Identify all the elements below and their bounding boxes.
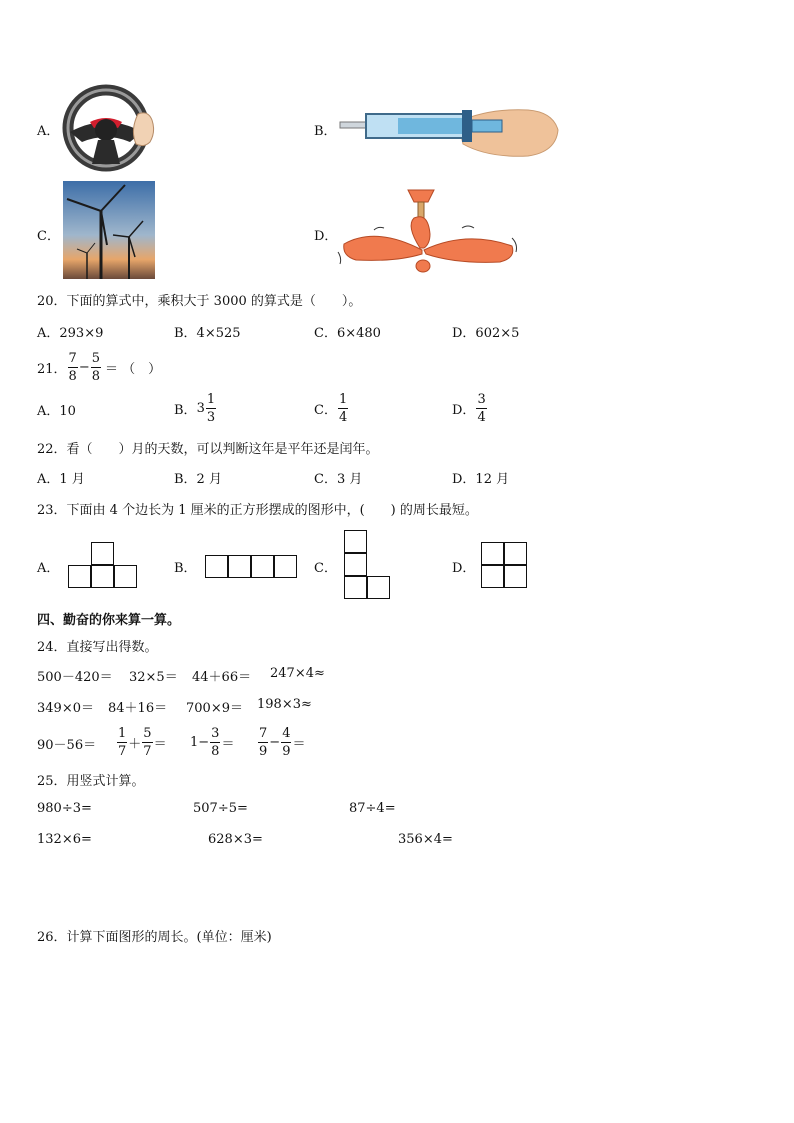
q24-r1-c3: 44＋66＝ [192, 670, 252, 685]
q24-r3-c1: 90－56＝ [37, 738, 97, 753]
q22-option-d: D．12 月 [452, 472, 510, 487]
option-d-label: D． [314, 229, 338, 244]
q25-r1-c1: 980÷3= [37, 801, 92, 816]
option-a-label: A． [37, 124, 60, 139]
q21-stem: 21． $\frac{7}{8}$ − $\frac{5}{8}$ ＝ （ ） [37, 350, 162, 384]
q24-r1-c1: 500－420＝ [37, 670, 113, 685]
q25-r2-c2: 628×3= [208, 832, 263, 847]
q21-option-c: C． $\frac{1}{4}$ [314, 391, 348, 425]
q24-r3-c3: 1− $\frac{3}{8}$ ＝ [190, 725, 235, 759]
q20-option-b: B．4×525 [174, 326, 241, 341]
q22-option-c: C．3 月 [314, 472, 363, 487]
option-b-label: B． [314, 124, 337, 139]
q24-r2-c3: 700×9＝ [186, 701, 243, 716]
section-4-title: 四、勤奋的你来算一算。 [37, 613, 181, 628]
q24-r2-c1: 349×0＝ [37, 701, 94, 716]
q22-stem: 22．看（ ）月的天数，可以判断这年是平年还是闰年。 [37, 442, 379, 457]
q25-r1-c3: 87÷4= [349, 801, 396, 816]
wind-turbine-icon [63, 181, 155, 279]
q22-option-b: B．2 月 [174, 472, 222, 487]
q20-stem: 20．下面的算式中，乘积大于 3000 的算式是（ ）。 [37, 294, 362, 309]
q24-r2-c4: 198×3≈ [257, 697, 312, 712]
q22-option-a: A．1 月 [37, 472, 85, 487]
q21-option-b: B． 3 $\frac{1}{3}$ [174, 391, 216, 425]
q24-r1-c2: 32×5＝ [129, 670, 178, 685]
q24-r1-c4: 247×4≈ [270, 666, 325, 681]
q24-r3-c4: $\frac{7}{9}$ − $\frac{4}{9}$ ＝ [259, 725, 306, 759]
q21-frac2: $\frac{5}{8}$ [91, 350, 101, 384]
q25-stem: 25．用竖式计算。 [37, 774, 145, 789]
q23-option-c-label: C． [314, 561, 337, 576]
q24-stem: 24．直接写出得数。 [37, 640, 158, 655]
q25-r2-c3: 356×4= [398, 832, 453, 847]
q24-r3-c2: $\frac{1}{7}$ ＋ $\frac{5}{7}$ ＝ [118, 725, 167, 759]
q23-option-b-label: B． [174, 561, 197, 576]
q25-r1-c2: 507÷5= [193, 801, 248, 816]
q26-stem: 26．计算下面图形的周长。(单位：厘米) [37, 930, 272, 945]
q21-option-d: D． $\frac{3}{4}$ [452, 391, 486, 425]
q25-r2-c1: 132×6= [37, 832, 92, 847]
q23-option-a-label: A． [37, 561, 60, 576]
q21-frac1: $\frac{7}{8}$ [68, 350, 77, 384]
q24-r2-c2: 84＋16＝ [108, 701, 168, 716]
q23-option-d-label: D． [452, 561, 476, 576]
ceiling-fan-icon [336, 186, 522, 278]
q20-option-d: D．602×5 [452, 326, 520, 341]
q20-option-c: C．6×480 [314, 326, 381, 341]
option-c-label: C． [37, 229, 60, 244]
q21-option-a: A．10 [37, 404, 76, 419]
q23-stem: 23．下面由 4 个边长为 1 厘米的正方形摆成的图形中，( ) 的周长最短。 [37, 503, 478, 518]
syringe-icon [338, 100, 560, 160]
q20-option-a: A．293×9 [37, 326, 104, 341]
steering-wheel-icon [60, 84, 164, 172]
